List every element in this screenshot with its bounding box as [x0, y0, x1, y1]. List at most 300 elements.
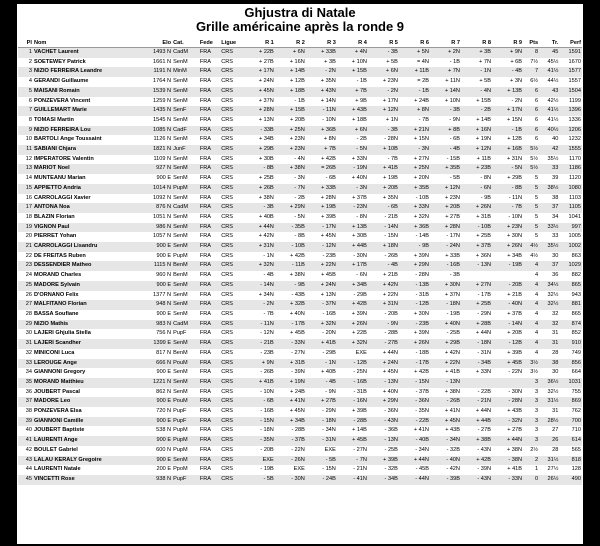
- cell-rank: 16: [18, 194, 33, 204]
- cell-round-2: + 19N: [275, 378, 306, 388]
- cell-category: PupM: [172, 426, 199, 436]
- cell-points: 4: [523, 291, 539, 301]
- cell-round-1: EXE: [244, 456, 275, 466]
- cell-round-1: - 26B: [244, 368, 275, 378]
- cell-round-6: - 15N: [399, 378, 430, 388]
- cell-round-1: - 18N: [244, 426, 275, 436]
- cell-round-5: - 21B: [368, 213, 399, 223]
- cell-round-5: - 4B: [368, 261, 399, 271]
- table-row: [18, 456, 582, 466]
- cell-round-8: + 38B: [461, 436, 492, 446]
- cell-elo: 900 E: [140, 252, 172, 262]
- cell-points: 5: [523, 232, 539, 242]
- cell-round-6: - 28N: [399, 271, 430, 281]
- cell-round-4: - 27N: [337, 446, 368, 456]
- cell-round-7: + 41N: [430, 407, 461, 417]
- cell-round-3: - 17N: [306, 223, 337, 233]
- cell-round-1: + 42N: [244, 232, 275, 242]
- cell-tiebreak: 26: [539, 436, 559, 446]
- cell-federation: FRA: [199, 184, 220, 194]
- cell-round-8: - 10B: [461, 223, 492, 233]
- cell-elo: 1126 N: [140, 135, 172, 145]
- cell-round-9: - 12B: [492, 339, 523, 349]
- cell-round-1: - 12N: [244, 329, 275, 339]
- cell-round-4: + 32N: [337, 339, 368, 349]
- table-row: [18, 145, 582, 155]
- cell-category: PouM: [172, 359, 199, 369]
- cell-round-1: + 9N: [244, 359, 275, 369]
- cell-federation: FRA: [199, 300, 220, 310]
- cell-round-8: + 3B: [461, 48, 492, 58]
- cell-round-9: + 23N: [492, 223, 523, 233]
- cell-rank: 27: [18, 300, 33, 310]
- cell-round-8: - 43N: [461, 446, 492, 456]
- cell-points: 3: [523, 436, 539, 446]
- cell-performance: 1041: [559, 213, 582, 223]
- cell-name: CARROLAGGI Xavier: [33, 194, 140, 204]
- cell-league: CRS: [220, 271, 244, 281]
- cell-performance: 874: [559, 320, 582, 330]
- cell-tiebreak: 30: [539, 368, 559, 378]
- cell-elo: 900 E: [140, 368, 172, 378]
- cell-points: 4: [523, 300, 539, 310]
- cell-tiebreak: 37: [539, 261, 559, 271]
- cell-tiebreak: 27: [539, 426, 559, 436]
- cell-elo: 1435 N: [140, 106, 172, 116]
- cell-round-4: + 9B: [337, 97, 368, 107]
- cell-round-8: - 2B: [461, 106, 492, 116]
- cell-round-9: + 27B: [492, 426, 523, 436]
- cell-points: 5: [523, 174, 539, 184]
- cell-round-4: + 14B: [337, 426, 368, 436]
- cell-elo: 900 E: [140, 397, 172, 407]
- cell-league: CRS: [220, 436, 244, 446]
- cell-name: VACHET Laurent: [33, 48, 140, 58]
- cell-federation: FRA: [199, 126, 220, 136]
- cell-tiebreak: 41½: [539, 67, 559, 77]
- table-row: [18, 320, 582, 330]
- cell-round-3: + 24N: [306, 281, 337, 291]
- cell-points: 4½: [523, 252, 539, 262]
- table-row: [18, 87, 582, 97]
- cell-round-2: - 35B: [275, 223, 306, 233]
- cell-tiebreak: 44½: [539, 77, 559, 87]
- cell-round-4: + 18B: [337, 116, 368, 126]
- cell-tiebreak: 32½: [539, 291, 559, 301]
- cell-tiebreak: 38: [539, 359, 559, 369]
- cell-category: SenM: [172, 116, 199, 126]
- cell-round-9: + 9N: [492, 48, 523, 58]
- table-row: [18, 213, 582, 223]
- cell-round-7: - 1B: [430, 58, 461, 68]
- cell-rank: 9: [18, 126, 33, 136]
- cell-rank: 37: [18, 397, 33, 407]
- cell-name: NIZIO FERREIRA Leandre: [33, 67, 140, 77]
- cell-round-6: - 44N: [399, 475, 430, 485]
- cell-round-4: - 8N: [337, 213, 368, 223]
- cell-round-4: + 45B: [337, 436, 368, 446]
- cell-round-6: - 31B: [399, 291, 430, 301]
- cell-points: 3: [523, 417, 539, 427]
- cell-round-4: + 42B: [337, 300, 368, 310]
- cell-round-3: + 42B: [306, 155, 337, 165]
- table-row: [18, 58, 582, 68]
- cell-round-2: + 18B: [275, 87, 306, 97]
- cell-round-6: + 32N: [399, 213, 430, 223]
- cell-league: CRS: [220, 213, 244, 223]
- cell-round-8: [461, 378, 492, 388]
- cell-round-3: + 32N: [306, 320, 337, 330]
- cell-tiebreak: 28½: [539, 417, 559, 427]
- cell-round-5: + 35N: [368, 194, 399, 204]
- table-row: [18, 164, 582, 174]
- cell-round-6: + 26N: [399, 339, 430, 349]
- cell-round-2: - 4N: [275, 155, 306, 165]
- cell-round-6: + 33N: [399, 203, 430, 213]
- cell-points: 4: [523, 339, 539, 349]
- cell-round-2: + 34B: [275, 417, 306, 427]
- cell-elo: 666 N: [140, 359, 172, 369]
- cell-round-4: - 1B: [337, 77, 368, 87]
- cell-round-8: - 29N: [461, 310, 492, 320]
- cell-round-6: - 14B: [399, 232, 430, 242]
- cell-round-2: - 43B: [275, 291, 306, 301]
- cell-round-6: - 9B: [399, 242, 430, 252]
- cell-performance: 664: [559, 368, 582, 378]
- cell-points: 3½: [523, 359, 539, 369]
- cell-league: CRS: [220, 252, 244, 262]
- cell-round-9: - 7B: [492, 203, 523, 213]
- cell-federation: FRA: [199, 368, 220, 378]
- cell-points: 1: [523, 465, 539, 475]
- cell-round-7: - 15B: [430, 155, 461, 165]
- cell-name: MINICONI Luca: [33, 349, 140, 359]
- cell-federation: FRA: [199, 97, 220, 107]
- cell-round-7: + 10N: [430, 97, 461, 107]
- cell-tiebreak: 26½: [539, 475, 559, 485]
- cell-round-2: EXE: [275, 465, 306, 475]
- cell-round-6: - 10B: [399, 194, 430, 204]
- cell-name: NIZIO Mathis: [33, 320, 140, 330]
- cell-round-4: - 30N: [337, 252, 368, 262]
- cell-round-8: - 34B: [461, 359, 492, 369]
- cell-federation: FRA: [199, 426, 220, 436]
- cell-round-2: - 11B: [275, 261, 306, 271]
- cell-round-2: - 28B: [275, 426, 306, 436]
- cell-category: SenM: [172, 58, 199, 68]
- cell-federation: FRA: [199, 271, 220, 281]
- cell-league: CRS: [220, 97, 244, 107]
- cell-round-4: EXE: [337, 349, 368, 359]
- cell-round-6: + 29N: [399, 261, 430, 271]
- cell-round-6: - 22B: [399, 417, 430, 427]
- cell-round-9: - 2N: [492, 97, 523, 107]
- cell-round-9: + 21B: [492, 291, 523, 301]
- cell-tiebreak: 33½: [539, 223, 559, 233]
- cell-round-9: + 37B: [492, 310, 523, 320]
- cell-round-2: + 6N: [275, 48, 306, 58]
- cell-elo: 1051 N: [140, 213, 172, 223]
- cell-league: CRS: [220, 426, 244, 436]
- cell-points: 7: [523, 67, 539, 77]
- cell-name: LALAU KERALY Gregoire: [33, 456, 140, 466]
- cell-points: 6: [523, 135, 539, 145]
- cell-category: BenM: [172, 271, 199, 281]
- cell-round-5: - 2N: [368, 87, 399, 97]
- cell-rank: 45: [18, 475, 33, 485]
- cell-category: BenM: [172, 349, 199, 359]
- cell-performance: 490: [559, 475, 582, 485]
- cell-round-1: + 27B: [244, 58, 275, 68]
- cell-category: SenM: [172, 242, 199, 252]
- cell-performance: 882: [559, 271, 582, 281]
- cell-category: SenM: [172, 174, 199, 184]
- cell-category: PupF: [172, 417, 199, 427]
- cell-points: 6½: [523, 77, 539, 87]
- cell-round-9: + 16B: [492, 145, 523, 155]
- column-header-round-7: R 7: [430, 38, 461, 48]
- cell-round-7: + 11N: [430, 77, 461, 87]
- cell-round-6: + 21N: [399, 126, 430, 136]
- table-row: [18, 426, 582, 436]
- table-row: [18, 339, 582, 349]
- cell-points: 0: [523, 475, 539, 485]
- column-header-round-1: R 1: [244, 38, 275, 48]
- cell-league: CRS: [220, 77, 244, 87]
- cell-league: CRS: [220, 378, 244, 388]
- cell-round-7: - 32B: [430, 446, 461, 456]
- cell-round-5: + 20B: [368, 184, 399, 194]
- cell-round-8: + 11B: [461, 155, 492, 165]
- cell-round-6: - 34N: [399, 446, 430, 456]
- cell-round-6: - 36N: [399, 397, 430, 407]
- cell-round-7: + 8B: [430, 126, 461, 136]
- cell-category: PupF: [172, 329, 199, 339]
- cell-round-3: + 13N: [306, 291, 337, 301]
- table-row: [18, 329, 582, 339]
- table-row: [18, 368, 582, 378]
- cell-round-4: + 7B: [337, 87, 368, 97]
- cell-rank: 44: [18, 465, 33, 475]
- cell-round-3: + 41B: [306, 339, 337, 349]
- cell-performance: 1120: [559, 174, 582, 184]
- cell-round-5: - 27B: [368, 339, 399, 349]
- cell-round-5: - 36B: [368, 426, 399, 436]
- cell-category: PupF: [172, 407, 199, 417]
- cell-round-1: + 24N: [244, 77, 275, 87]
- cell-round-1: + 40B: [244, 213, 275, 223]
- cell-performance: 818: [559, 456, 582, 466]
- cell-round-8: + 7N: [461, 58, 492, 68]
- cell-federation: FRA: [199, 339, 220, 349]
- cell-category: SenM: [172, 213, 199, 223]
- cell-elo: 720 N: [140, 407, 172, 417]
- cell-round-8: + 33N: [461, 368, 492, 378]
- cell-round-5: - 14N: [368, 223, 399, 233]
- cell-round-4: - 6N: [337, 271, 368, 281]
- cell-round-8: - 21N: [461, 397, 492, 407]
- cell-federation: FRA: [199, 320, 220, 330]
- column-header-tiebreak: Tr.: [539, 38, 559, 48]
- cell-elo: 1661 N: [140, 58, 172, 68]
- column-header-points: Pts: [523, 38, 539, 48]
- cell-round-5: + 17N: [368, 97, 399, 107]
- cell-federation: FRA: [199, 77, 220, 87]
- cell-category: SenM: [172, 164, 199, 174]
- cell-round-6: - 23B: [399, 320, 430, 330]
- cell-round-9: [492, 378, 523, 388]
- cell-round-8: + 26N: [461, 203, 492, 213]
- cell-rank: 38: [18, 407, 33, 417]
- cell-round-2: + 38N: [275, 164, 306, 174]
- cell-rank: 14: [18, 174, 33, 184]
- cell-federation: FRA: [199, 164, 220, 174]
- cell-points: 5: [523, 223, 539, 233]
- cell-elo: 1821 N: [140, 145, 172, 155]
- cell-category: PupF: [172, 475, 199, 485]
- cell-round-5: + 24N: [368, 359, 399, 369]
- cell-round-8: - 8N: [461, 174, 492, 184]
- cell-points: 6: [523, 87, 539, 97]
- cell-rank: 26: [18, 291, 33, 301]
- cell-round-5: + 6N: [368, 67, 399, 77]
- cell-round-2: + 32B: [275, 300, 306, 310]
- cell-round-5: - 32B: [368, 465, 399, 475]
- cell-performance: 865: [559, 281, 582, 291]
- cell-league: CRS: [220, 407, 244, 417]
- cell-round-1: + 38N: [244, 194, 275, 204]
- cell-round-8: - 39N: [461, 465, 492, 475]
- cell-league: CRS: [220, 135, 244, 145]
- cell-federation: FRA: [199, 329, 220, 339]
- cell-performance: 997: [559, 223, 582, 233]
- cell-name: MARIOT Noel: [33, 164, 140, 174]
- cell-federation: FRA: [199, 310, 220, 320]
- cell-elo: 1115 N: [140, 261, 172, 271]
- column-header-category: Cat.: [172, 38, 199, 48]
- cell-name: SABIANI Chjara: [33, 145, 140, 155]
- cell-points: 6: [523, 106, 539, 116]
- cell-elo: 1191 N: [140, 67, 172, 77]
- cell-league: CRS: [220, 397, 244, 407]
- cell-elo: 1057 N: [140, 232, 172, 242]
- cell-performance: 755: [559, 388, 582, 398]
- cell-performance: 1002: [559, 242, 582, 252]
- cell-round-3: - 34N: [306, 426, 337, 436]
- cell-rank: 22: [18, 252, 33, 262]
- cell-tiebreak: 27½: [539, 465, 559, 475]
- table-row: [18, 397, 582, 407]
- cell-round-7: - 40N: [430, 456, 461, 466]
- cell-points: 5½: [523, 145, 539, 155]
- cell-rank: 7: [18, 106, 33, 116]
- cell-name: JOUBERT Baptiste: [33, 426, 140, 436]
- cell-round-3: + 8N: [306, 135, 337, 145]
- cell-name: GUILLEMART Marie: [33, 106, 140, 116]
- cell-round-9: + 17N: [492, 106, 523, 116]
- cell-round-7: - 42N: [430, 465, 461, 475]
- cell-round-1: - 16B: [244, 407, 275, 417]
- cell-points: 2: [523, 456, 539, 466]
- cell-federation: FRA: [199, 155, 220, 165]
- cell-round-3: + 45N: [306, 232, 337, 242]
- cell-performance: 1080: [559, 184, 582, 194]
- cell-round-1: + 45N: [244, 87, 275, 97]
- cell-round-3: - 20N: [306, 329, 337, 339]
- cell-elo: 927 N: [140, 164, 172, 174]
- cell-round-2: + 23N: [275, 145, 306, 155]
- table-row: [18, 291, 582, 301]
- cell-round-5: + 41B: [368, 164, 399, 174]
- cell-tiebreak: 35½: [539, 155, 559, 165]
- cell-tiebreak: 31: [539, 339, 559, 349]
- table-row: [18, 242, 582, 252]
- cell-round-6: = 2B: [399, 77, 430, 87]
- cell-federation: FRA: [199, 232, 220, 242]
- cell-category: JunF: [172, 145, 199, 155]
- cell-round-1: - 1N: [244, 252, 275, 262]
- cell-performance: 565: [559, 446, 582, 456]
- cell-elo: 1493 N: [140, 48, 172, 58]
- cell-tiebreak: 31½: [539, 456, 559, 466]
- cell-round-8: + 42B: [461, 456, 492, 466]
- cell-round-4: + 6N: [337, 126, 368, 136]
- cell-performance: 863: [559, 252, 582, 262]
- cell-category: CadF: [172, 126, 199, 136]
- cell-round-8: - 17B: [461, 291, 492, 301]
- cell-round-6: + 27N: [399, 155, 430, 165]
- cell-tiebreak: 38: [539, 194, 559, 204]
- cell-performance: 856: [559, 359, 582, 369]
- cell-tiebreak: 45½: [539, 58, 559, 68]
- cell-round-3: + 35N: [306, 77, 337, 87]
- cell-points: 7½: [523, 58, 539, 68]
- cell-round-3: + 7B: [306, 145, 337, 155]
- cell-round-5: - 6B: [368, 203, 399, 213]
- cell-round-3: - 5B: [306, 456, 337, 466]
- cell-league: CRS: [220, 291, 244, 301]
- cell-rank: 24: [18, 271, 33, 281]
- cell-name: TOMASI Martin: [33, 116, 140, 126]
- cell-round-7: + 35B: [430, 164, 461, 174]
- cell-league: CRS: [220, 223, 244, 233]
- cell-round-2: - 27N: [275, 349, 306, 359]
- cell-category: SenM: [172, 232, 199, 242]
- cell-name: MAISANI Romain: [33, 87, 140, 97]
- cell-round-1: + 28N: [244, 106, 275, 116]
- cell-round-9: + 45B: [492, 359, 523, 369]
- cell-league: CRS: [220, 87, 244, 97]
- cell-round-5: - 3B: [368, 48, 399, 58]
- cell-tiebreak: 28: [539, 349, 559, 359]
- cell-round-5: - 34B: [368, 475, 399, 485]
- cell-round-7: + 7N: [430, 67, 461, 77]
- cell-round-2: + 45N: [275, 407, 306, 417]
- cell-round-1: + 44N: [244, 223, 275, 233]
- cell-name: ANTONA Noa: [33, 203, 140, 213]
- cell-round-2: + 40N: [275, 310, 306, 320]
- cell-league: CRS: [220, 145, 244, 155]
- results-sheet: [17, 4, 583, 544]
- cell-name: NIZIO FERREIRA Lou: [33, 126, 140, 136]
- cell-points: 4: [523, 329, 539, 339]
- cell-points: 2½: [523, 446, 539, 456]
- cell-tiebreak: 28: [539, 446, 559, 456]
- cell-category: SenM: [172, 388, 199, 398]
- cell-round-7: - 3B: [430, 271, 461, 281]
- cell-round-9: - 38N: [492, 456, 523, 466]
- cell-round-7: - 17N: [430, 232, 461, 242]
